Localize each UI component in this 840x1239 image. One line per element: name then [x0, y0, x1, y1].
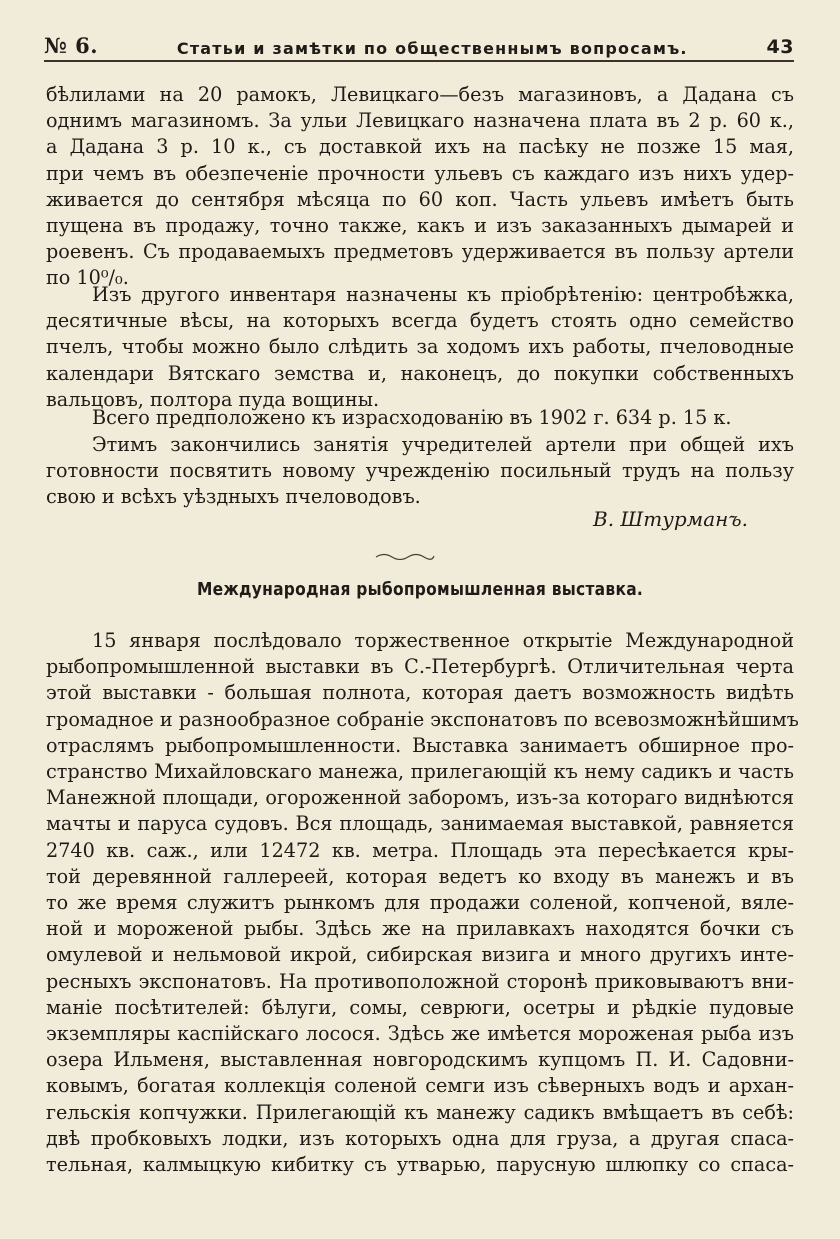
- text-line: ной и мороженой рыбы. Здѣсь же на прилавкахъ находятся бочки съ: [46, 917, 794, 941]
- text-line: этой выставки - большая полнота, которая даетъ возможность видѣть: [46, 681, 794, 705]
- text-line: Изъ другого инвентаря назначены къ пріобрѣтенію: центробѣжка,: [92, 283, 794, 306]
- text-line: Манежной площади, огороженной заборомъ, изъ-за котораго виднѣются: [46, 786, 794, 810]
- text-line: свою и всѣхъ уѣздныхъ пчеловодовъ.: [46, 485, 421, 509]
- text-line: однимъ магазиномъ. За ульи Левицкаго назначена плата въ 2 р. 60 к.,: [46, 109, 794, 133]
- text-line: экземпляры каспійскаго лосося. Здѣсь же имѣется мороженая рыба изъ: [46, 1022, 794, 1046]
- text-line: живается до сентября мѣсяца по 60 коп. Часть ульевъ имѣетъ быть: [46, 187, 794, 211]
- text-line: то же время служитъ рынкомъ для продажи соленой, копченой, вяле-: [46, 891, 794, 915]
- page-number: 43: [766, 36, 794, 58]
- text-line: пущена въ продажу, точно также, какъ и изъ заказанныхъ дымарей и: [46, 214, 794, 238]
- text-line: пчелъ, чтобы можно было слѣдить за ходомъ ихъ работы, пчеловодные: [46, 335, 794, 359]
- text-line: гельскія копчужки. Прилегающій къ манежу садикъ вмѣщаетъ въ себѣ:: [46, 1100, 794, 1124]
- paragraph-conclusion: [46, 432, 794, 511]
- text-line: озера Ильменя, выставленная новгородскимъ купцомъ П. И. Садовни-: [46, 1048, 794, 1072]
- section-heading: Международная рыбопромышленная выставка.: [196, 579, 644, 600]
- text-line: рыбопромышленной выставки въ С.-Петербургѣ. Отличительная черта: [46, 655, 794, 679]
- text-line: вальцовъ, полтора пуда вощины.: [46, 387, 380, 411]
- text-line: громадное и разнообразное собраніе экспонатовъ по всевозможнѣйшимъ: [46, 707, 799, 731]
- text-line: маніе посѣтителей: бѣлуги, сомы, севрюги, осетры и рѣдкіе пудовые: [46, 995, 794, 1019]
- running-header: [44, 28, 794, 58]
- text-line: 15 января послѣдовало торжественное открытіе Международной: [92, 629, 794, 652]
- issue-number: № 6.: [44, 33, 99, 58]
- text-line: той деревянной галлереей, которая ведетъ ко входу въ манежъ и въ: [46, 864, 794, 888]
- text-line: бѣлилами на 20 рамокъ, Левицкаго—безъ магазиновъ, а Дадана съ: [46, 83, 794, 106]
- text-line: по 10⁰/₀.: [46, 266, 129, 290]
- header-rule: [44, 60, 794, 62]
- text-line: календари Вятскаго земства и, наконецъ, до покупки собственныхъ: [46, 361, 794, 385]
- paragraph-inventory: [46, 282, 794, 413]
- text-line: странство Михайловскаго манежа, прилегающій къ нему садикъ и часть: [46, 760, 794, 784]
- author-signature: В. Штурманъ.: [593, 507, 748, 531]
- text-line: при чемъ въ обезпеченіе прочности ульевъ съ каждаго изъ нихъ удер-: [46, 161, 794, 185]
- text-line: готовности посвятить новому учрежденію посильный трудъ на пользу: [46, 459, 794, 483]
- text-line: десятичные вѣсы, на которыхъ всегда будетъ стоять одно семейство: [46, 309, 794, 333]
- text-line: омулевой и нельмовой икрой, сибирская визига и много другихъ инте-: [46, 943, 794, 967]
- paragraph-exhibition: [46, 628, 799, 1178]
- text-line: тельная, калмыцкую кибитку съ утварью, парусную шлюпку со спаса-: [46, 1153, 794, 1177]
- text-line: роевенъ. Съ продаваемыхъ предметовъ удерживается въ пользу артели: [46, 240, 794, 264]
- section-divider: [374, 551, 436, 561]
- text-line: 2740 кв. саж., или 12472 кв. метра. Площадь эта пересѣкается кры-: [46, 838, 794, 862]
- text-line: а Дадана 3 р. 10 к., съ доставкой ихъ на пасѣку не позже 15 мая,: [46, 135, 794, 159]
- paragraph-apiary-equipment: [46, 82, 794, 292]
- text-line: ресныхъ экспонатовъ. На противоположной сторонѣ приковываютъ вни-: [46, 969, 794, 993]
- text-line: Этимъ закончились занятія учредителей артели при общей ихъ: [92, 433, 794, 456]
- text-line: Всего предположено къ израсходованію въ 1902 г. 634 р. 15 к.: [92, 406, 732, 429]
- text-line: мачты и паруса судовъ. Вся площадь, занимаемая выставкой, равняется: [46, 812, 794, 836]
- paragraph-total: [46, 405, 794, 431]
- text-line: двѣ пробковыхъ лодки, изъ которыхъ одна для груза, а другая спаса-: [46, 1126, 794, 1150]
- text-line: ковымъ, богатая коллекція соленой семги изъ сѣверныхъ водъ и архан-: [46, 1074, 794, 1098]
- text-line: отраслямъ рыбопромышленности. Выставка занимаетъ обширное про-: [46, 733, 794, 757]
- running-title: Статьи и замѣтки по общественнымъ вопросамъ.: [176, 39, 688, 58]
